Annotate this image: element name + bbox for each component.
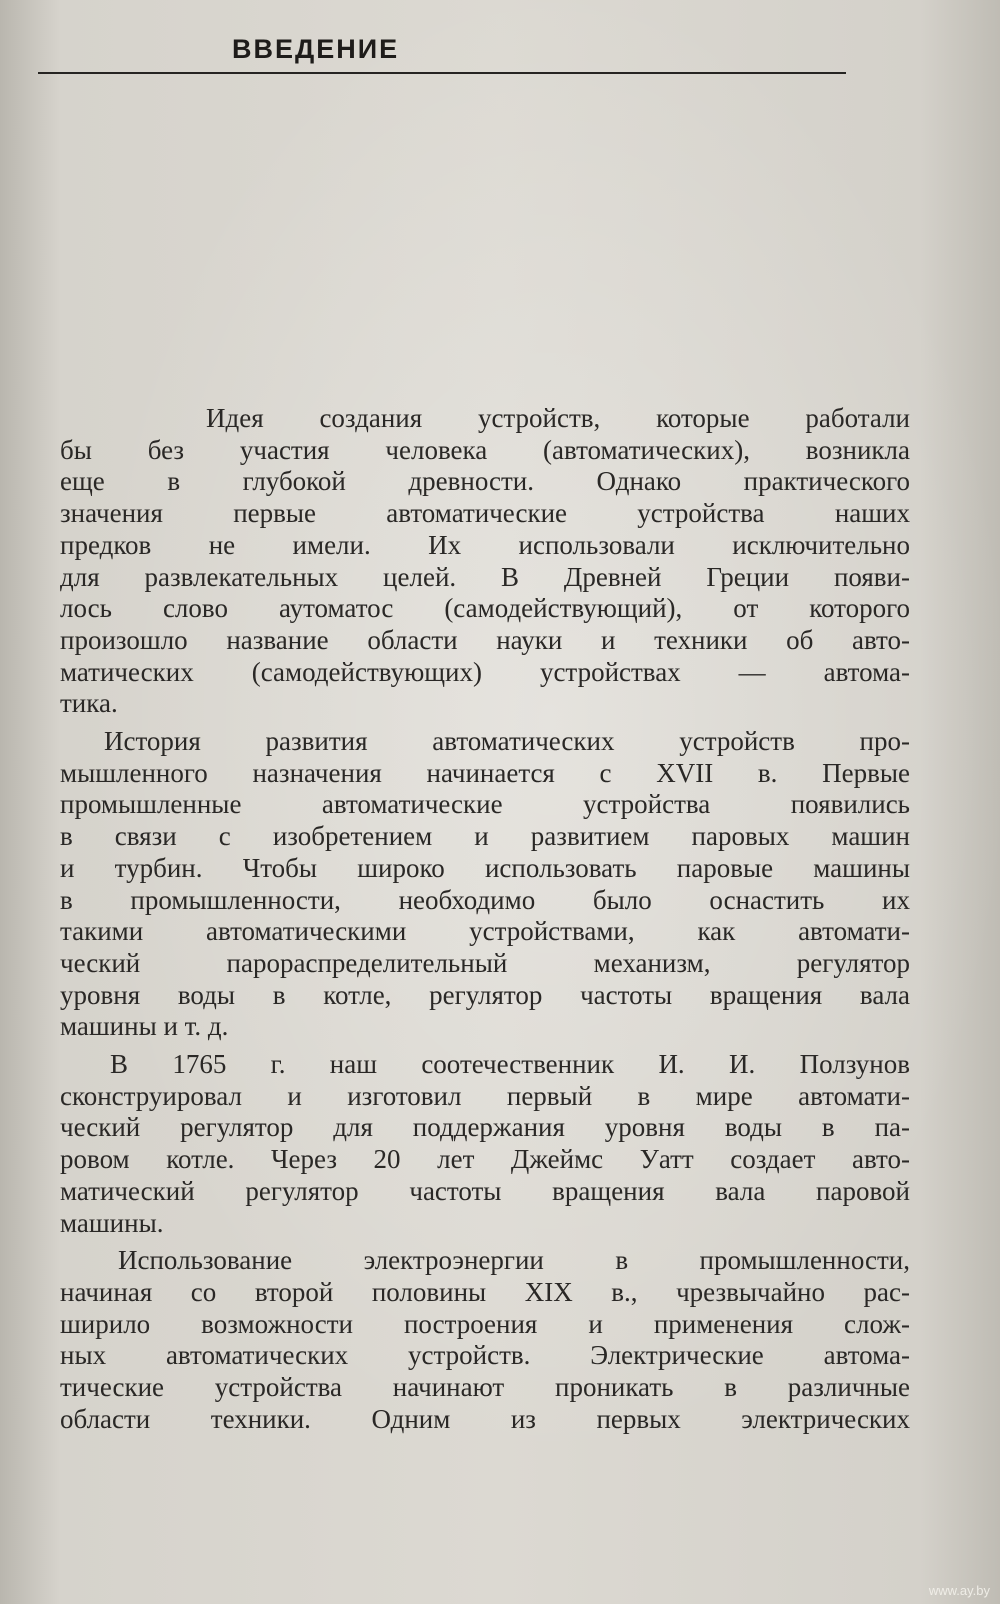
text-line: значения первые автоматические устройства наших: [60, 498, 910, 529]
text-line: сконструировал и изготовил первый в мире автомати-: [60, 1080, 910, 1111]
text-line: История развития автоматических устройств про-: [104, 726, 910, 757]
paragraph-3: [60, 1049, 910, 1239]
text-line: в промышленности, необходимо было оснастить их: [60, 884, 910, 915]
text-line: В 1765 г. наш соотечественник И. И. Ползунов: [110, 1049, 910, 1080]
paragraph-2: [60, 726, 910, 1043]
text-line: бы без участия человека (автоматических), возникла: [60, 434, 910, 465]
text-line: лось слово аутоматос (самодействующий), от которого: [60, 593, 910, 624]
text-line: Использование электроэнергии в промышленности,: [118, 1245, 910, 1276]
text-line: машины.: [60, 1207, 164, 1238]
text-line: Идея создания устройств, которые работали: [206, 403, 910, 433]
body-text: [60, 403, 910, 1442]
watermark: www.ay.by: [928, 1583, 990, 1598]
text-line: ных автоматических устройств. Электрические автома-: [60, 1340, 910, 1371]
text-line: уровня воды в котле, регулятор частоты вращения вала: [60, 979, 910, 1010]
text-line: промышленные автоматические устройства появились: [60, 789, 910, 820]
text-line: ровом котле. Через 20 лет Джеймс Уатт создает авто-: [60, 1144, 910, 1175]
text-line: такими автоматическими устройствами, как автомати-: [60, 916, 910, 947]
text-line: еще в глубокой древности. Однако практического: [60, 466, 910, 497]
paragraph-4: [60, 1245, 910, 1435]
text-line: в связи с изобретением и развитием паровых машин: [60, 821, 910, 852]
text-line: мышленного назначения начинается с XVII в. Первые: [60, 757, 910, 788]
paragraph-1: [60, 403, 910, 720]
text-line: матический регулятор частоты вращения вала паровой: [60, 1175, 910, 1206]
text-line: ческий регулятор для поддержания уровня воды в па-: [60, 1112, 910, 1143]
text-line: для развлекательных целей. В Древней Греции появи-: [60, 561, 910, 592]
text-line: ческий парораспределительный механизм, регулятор: [60, 947, 910, 978]
text-line: и турбин. Чтобы широко использовать паровые машины: [60, 852, 910, 883]
chapter-heading: ВВЕДЕНИЕ: [232, 34, 400, 64]
text-line: машины и т. д.: [60, 1011, 229, 1042]
text-line: тические устройства начинают проникать в различные: [60, 1372, 910, 1403]
text-line: ширило возможности построения и применения слож-: [60, 1308, 910, 1339]
text-line: матических (самодействующих) устройствах — автома-: [60, 656, 910, 687]
heading-rule: [38, 72, 846, 74]
text-line: предков не имели. Их использовали исключительно: [60, 529, 910, 560]
text-line: области техники. Одним из первых электрических: [60, 1403, 910, 1434]
text-line: тика.: [60, 688, 118, 719]
text-line: начиная со второй половины XIX в., чрезвычайно рас-: [60, 1276, 910, 1307]
text-line: произошло название области науки и техники об авто-: [60, 624, 910, 655]
